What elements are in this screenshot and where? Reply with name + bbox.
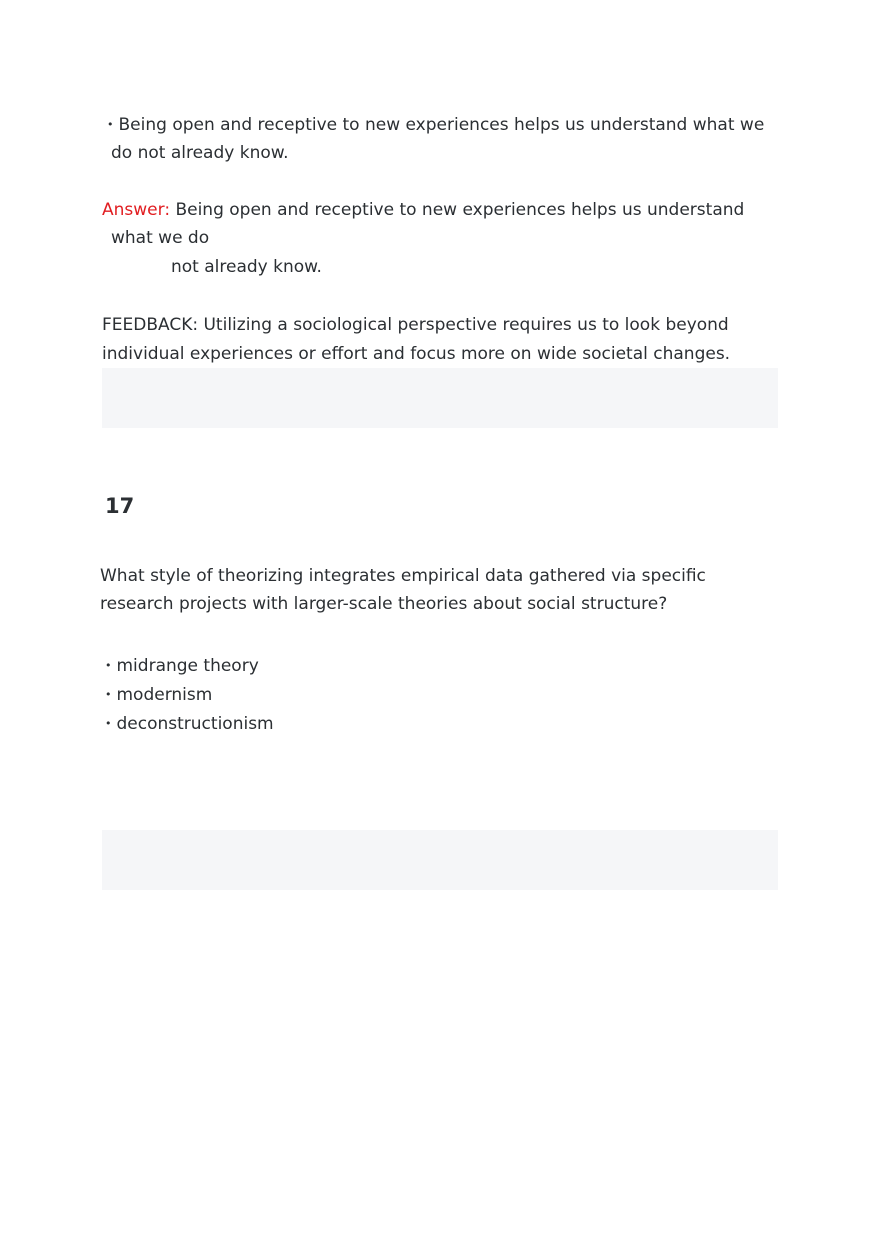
option-item: [107, 111, 764, 141]
option-text: midrange theory: [116, 656, 259, 676]
bullet-icon: •: [105, 659, 112, 672]
option-text: Being open and receptive to new experiences helps us understand what we: [118, 115, 765, 135]
answer-box: [102, 830, 778, 890]
answer-text-continued: not already know.: [171, 257, 322, 277]
bullet-icon: •: [105, 688, 112, 701]
option-text-continued: do not already know.: [111, 143, 289, 163]
option-item[interactable]: [105, 681, 212, 711]
answer-text-continued: what we do: [111, 228, 210, 248]
answer-text: Being open and receptive to new experiences helps us understand: [175, 200, 745, 220]
question-text-continued: research projects with larger-scale theories about social structure?: [100, 594, 668, 614]
answer-line: [102, 196, 744, 224]
feedback-text: FEEDBACK: Utilizing a sociological perspective requires us to look beyond: [102, 315, 729, 335]
option-item[interactable]: [105, 652, 259, 682]
feedback-text-continued: individual experiences or effort and focus more on wide societal changes.: [102, 344, 731, 364]
bullet-icon: •: [105, 717, 112, 730]
feedback-box: [102, 368, 778, 428]
option-text: deconstructionism: [116, 714, 274, 734]
bullet-icon: •: [107, 118, 114, 131]
answer-label: Answer:: [102, 200, 171, 220]
option-item[interactable]: [105, 710, 274, 740]
option-text: modernism: [116, 685, 213, 705]
question-number: 17: [105, 494, 135, 518]
question-text: What style of theorizing integrates empirical data gathered via specific: [100, 566, 706, 586]
